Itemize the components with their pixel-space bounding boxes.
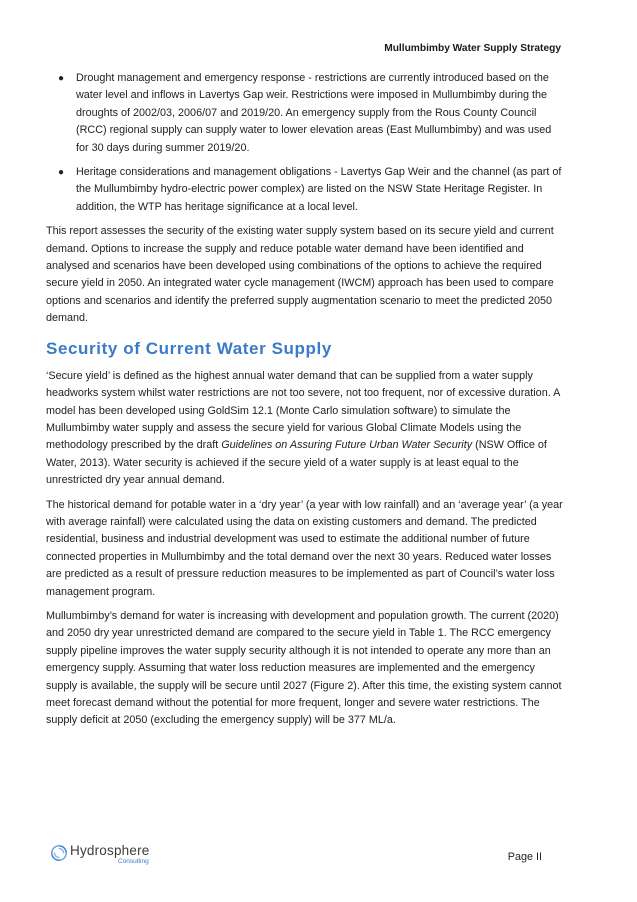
intro-paragraph: This report assesses the security of the existing water supply system based on its secure yield and current demand. Options to increase the supply and reduce potable water demand have been identified and analysed and scenarios have been developed using combinations of the options to achieve the required secure yield in 2050. An integrated water cycle management (IWCM) approach has been used to compare options and scenarios and identify the preferred supply augmentation scenario to meet the predicted 2050 demand.: [46, 225, 554, 325]
bullet-dot-icon: ●: [58, 167, 65, 179]
guidelines-title: Guidelines on Assuring Future Urban Water Security: [221, 439, 473, 452]
list-item: [46, 70, 564, 157]
logo-sub-text: Consulting: [118, 857, 149, 865]
paragraph-text: (NSW Office of Water, 2013). Water security is achieved if the secure yield of a water supply is at least equal to the unrestricted dry year annual demand.: [46, 439, 547, 487]
list-item: [46, 164, 564, 216]
historical-demand-paragraph: The historical demand for potable water in a ‘dry year’ (a year with low rainfall) and an ‘average year’ (a year with average rainfall) were calculated using the data on existing customers and demand. The predicted residential, business and industrial development was used to estimate the additional number of future connected properties in Mullumbimby and the total demand over the next 30 years. Reduced water losses are predicted as a result of pressure reduction measures to be implemented as part of Council’s water loss management program.: [46, 498, 563, 598]
page-content: [46, 70, 564, 737]
demand-growth-paragraph: Mullumbimby’s demand for water is increasing with development and population growth. The current (2020) and 2050 dry year unrestricted demand are compared to the secure yield in Table 1. The RCC emergency supply pipeline improves the water supply security although it is not intended to operate any more than an emergency supply. Assuming that water loss reduction measures are implemented and the emergency supply is available, the supply will be secure until 2027 (Figure 2). After this time, the existing system cannot meet forecast demand without the potential for more frequent, longer and severe water restrictions. The supply deficit at 2050 (excluding the emergency supply) will be 377 ML/a.: [46, 609, 562, 727]
bullet-dot-icon: ●: [58, 73, 65, 84]
paragraph-text: ‘Secure yield’ is defined as the highest annual water demand that can be supplied from a water supply headworks system whilst water restrictions are not too severe, not too frequent, nor of excessive duration. A model has been developed using GoldSim 12.1 (Monte Carlo simulation software) to simulate the Mullumbimby water supply and assess the secure yield for various Global Climate Models using the methodology prescribed by the draft: [46, 369, 560, 452]
hydrosphere-swirl-icon: [50, 844, 68, 862]
bullet-text: Drought management and emergency response - restrictions are currently introduced based on the water level and inflows in Lavertys Gap weir. Restrictions were imposed in Mullumbimby during the droughts of 2002/03, 2006/07 and 2019/20. An emergency supply from the Rous County Council (RCC) regional supply can supply water to lower elevation areas (East Mullumbimby) and was used for 30 days during summer 2019/20.: [76, 72, 552, 154]
bullet-text: Heritage considerations and management obligations - Lavertys Gap Weir and the channel (as part of the Mullumbimby hydro-electric power complex) are listed on the NSW State Heritage Register. In addition, the WTP has heritage significance at a local level.: [76, 166, 562, 213]
hydrosphere-logo: [50, 844, 150, 865]
logo-wordmark: [70, 844, 150, 865]
logo-main-text: Hydrosphere: [70, 843, 150, 858]
section-heading: Security of Current Water Supply: [46, 338, 332, 358]
bullet-list: [46, 70, 564, 216]
page-number: Page II: [507, 851, 542, 863]
running-header: Mullumbimby Water Supply Strategy: [384, 43, 561, 54]
secure-yield-paragraph: [46, 368, 564, 490]
